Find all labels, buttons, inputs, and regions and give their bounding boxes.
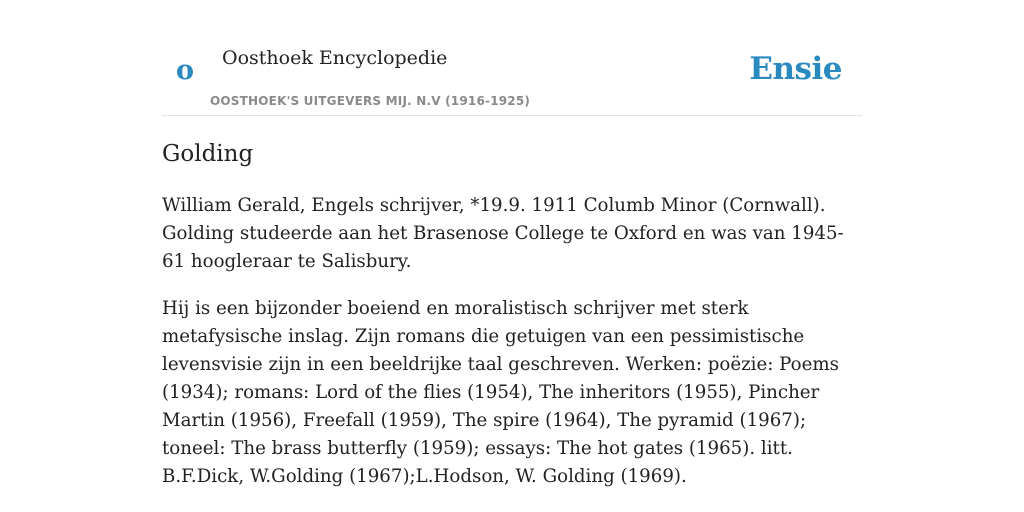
brand-logo-link[interactable]: Ensie: [749, 51, 842, 87]
publisher-subtitle: OOSTHOEK'S UITGEVERS MIJ. N.V (1916-1925): [210, 94, 531, 108]
entry-paragraph: Hij is een bijzonder boeiend en moralistisch schrijver met sterk metafysische inslag. Zijn romans die getuigen van een pessimistische levensvisie zijn in een beeldrijke taal geschreven. Werken: poëzie: Poems (1934); romans: Lord of the flies (1954), The inheritors (1955), Pincher Martin (1956), Freefall (1959), The spire (1964), The pyramid (1967); toneel: The brass butterfly (1959); essays: The hot gates (1965). litt. B.F.Dick, W.Golding (1967);L.Hodson, W. Golding (1969).: [162, 298, 839, 487]
site-title-link[interactable]: Oosthoek Encyclopedie: [222, 47, 448, 69]
entry-body: [162, 192, 864, 510]
site-header: [162, 40, 862, 116]
entry-paragraph: William Gerald, Engels schrijver, *19.9. 1911 Columb Minor (Cornwall). Golding studeerde aan het Brasenose College te Oxford en was van 1945-61 hoogleraar te Salisbury.: [162, 195, 844, 272]
logo-icon[interactable]: o: [176, 55, 195, 86]
entry-title: Golding: [162, 141, 254, 167]
